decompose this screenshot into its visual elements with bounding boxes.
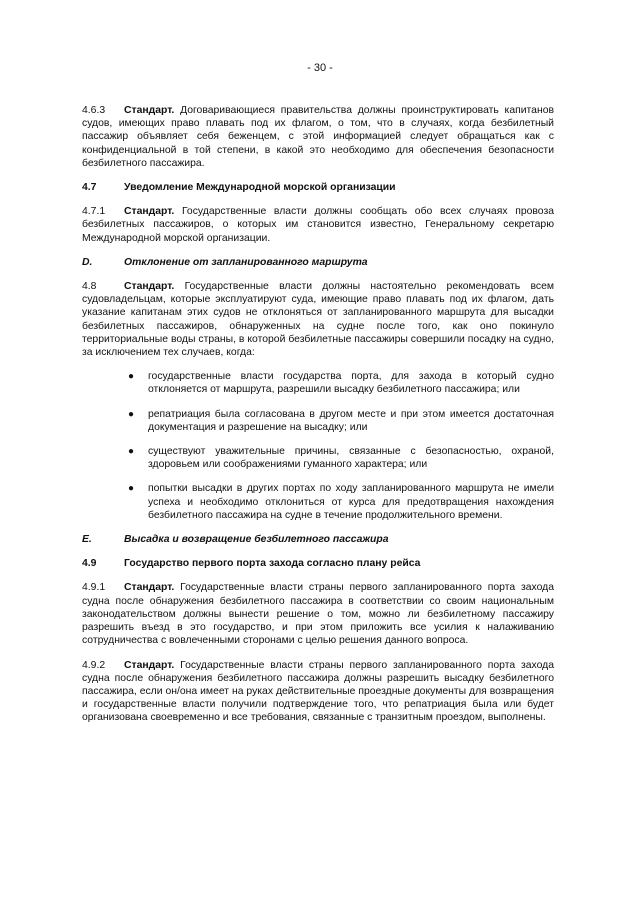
bullet-icon: ●	[128, 371, 135, 383]
heading-4-7	[82, 181, 554, 194]
standard-label: Стандарт.	[124, 281, 175, 293]
list-item: ● существуют уважительные причины, связанные с безопасностью, охраной, здоровьем или соображениями гуманного характера; или	[128, 446, 554, 471]
paragraph-4-9-2	[82, 659, 554, 725]
bullet-icon: ●	[128, 446, 135, 458]
list-item: ● попытки высадки в других портах по ходу запланированного маршрута не имели успеха и необходимо отклониться от курса для предотвращения нахождения безбилетного пассажира на судне в течение продолжительного времени.	[128, 483, 554, 521]
list-item: ● репатриация была согласована в другом месте и при этом имеется достаточная документация и разрешение на высадку; или	[128, 408, 554, 433]
bullet-icon: ●	[128, 408, 135, 420]
paragraph-4-9-1	[82, 581, 554, 647]
document-body	[82, 104, 554, 736]
heading-title: Высадка и возвращение безбилетного пассажира	[124, 534, 389, 546]
paragraph-4-8	[82, 280, 554, 359]
standard-label: Стандарт.	[124, 582, 175, 594]
bullet-list	[82, 370, 554, 522]
heading-title: Уведомление Международной морской организации	[124, 182, 396, 194]
paragraph-4-7-1	[82, 205, 554, 245]
bullet-icon: ●	[128, 483, 135, 495]
heading-number: D.	[82, 256, 93, 268]
heading-section-e	[82, 533, 554, 546]
standard-label: Стандарт.	[124, 206, 175, 218]
standard-label: Стандарт.	[124, 105, 175, 116]
paragraph-text: Государственные власти должны сообщать обо всех случаях провоза безбилетных пассажиров, о которых им становится известно, Генеральному секретарю Международной морской организации.	[82, 206, 554, 244]
paragraph-text: Государственные власти страны первого запланированного порта захода судна после обнаружения безбилетного пассажира должны разрешить высадку безбилетного пассажира, если он/она имеет на руках действительные проездные документы для возвращения и государственные власти получили подтверждение того, что репатриация была или будет организована своевременно и все требования, связанные с транзитным проездом, выполнены.	[82, 659, 554, 724]
heading-number: 4.9	[82, 558, 97, 570]
heading-number: E.	[82, 534, 92, 546]
paragraph-text: Государственные власти должны настоятельно рекомендовать всем судовладельцам, которые эксплуатируют суда, имеющие право плавать под их флагом, дать указание капитанам этих судов не отклоняться от запланированного маршрута для высадки безбилетных пассажиров, обнаруженных на судне после того, как оно покинуло территориальные воды страны, в которой безбилетные пассажиры совершили посадку на судно, за исключением тех случаев, когда:	[82, 281, 554, 359]
heading-title: Государство первого порта захода согласно плану рейса	[124, 558, 421, 570]
standard-label: Стандарт.	[124, 659, 175, 671]
paragraph-number: 4.9.1	[82, 582, 106, 594]
paragraph-number: 4.7.1	[82, 206, 106, 218]
paragraph-number: 4.6.3	[82, 105, 106, 116]
heading-section-d	[82, 256, 554, 269]
list-item: ● государственные власти государства порта, для захода в который судно отклоняется от маршрута, разрешили высадку безбилетного пассажира; или	[128, 371, 554, 396]
paragraph-4-6-3	[82, 104, 554, 170]
paragraph-text: Государственные власти страны первого запланированного порта захода судна после обнаружения безбилетного пассажира в соответствии со своим национальным законодательством должны вынести решение о том, можно ли безбилетному пассажиру разрешить въезд в это государство, и при этом приложить все усилия к налаживанию сотрудничества с вовлеченными сторонами с целью решения данного вопроса.	[82, 582, 554, 647]
heading-title: Отклонение от запланированного маршрута	[124, 256, 368, 268]
heading-4-9	[82, 557, 554, 570]
page-number: - 30 -	[307, 62, 333, 74]
heading-number: 4.7	[82, 182, 97, 194]
paragraph-number: 4.8	[82, 281, 97, 293]
paragraph-number: 4.9.2	[82, 659, 106, 671]
paragraph-text: Договаривающиеся правительства должны проинструктировать капитанов судов, имеющих право плавать под их флагом, о том, что в случаях, когда безбилетный пассажир объявляет себя беженцем, с этой информацией следует обращаться как с конфиденциальной в той степени, в какой это необходимо для обеспечения безопасности безбилетного пассажира.	[82, 105, 554, 169]
